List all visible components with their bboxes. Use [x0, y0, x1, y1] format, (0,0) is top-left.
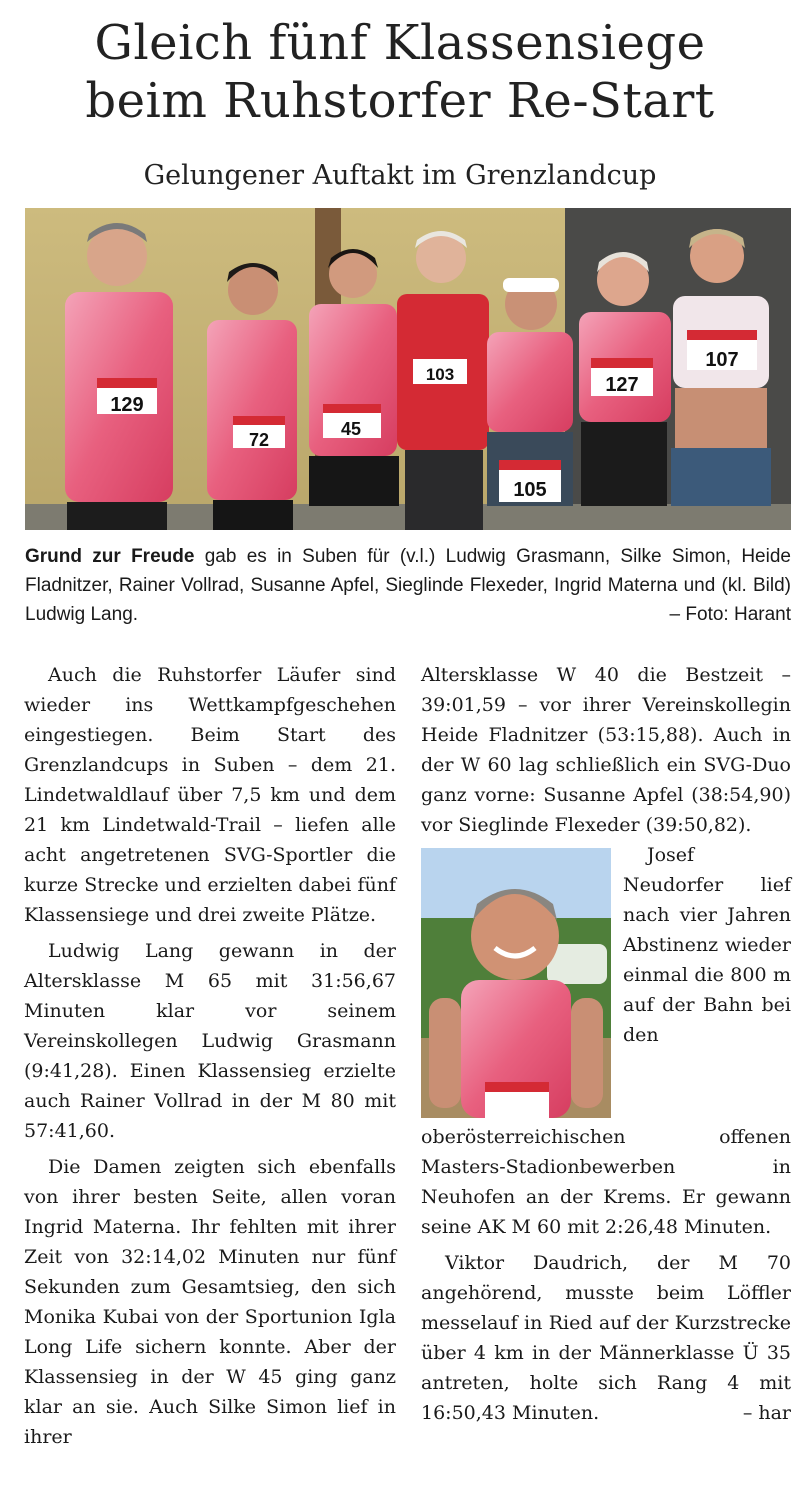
photo-caption — [25, 542, 791, 629]
headline-line-2: beim Ruhstorfer Re-Start — [85, 73, 715, 129]
group-photo — [25, 208, 791, 530]
photo-credit: – Foto: Harant — [669, 604, 791, 625]
caption-lead: Grund zur Freude — [25, 546, 195, 567]
article-paragraph: Altersklasse W 40 die Bestzeit – 39:01,59 – vor ihrer Vereinskollegin Heide Fladnitzer (53:15,88). Auch in der W 60 lag schließlich ein SVG-Duo ganz vorne: Susanne Apfel (38:54,90) vor Sieglinde Flexeder (39:50,82). — [421, 664, 791, 836]
article-paragraph-text: Viktor Daudrich, der M 70 angehörend, musste beim Löffler messelauf in Ried auf der Kurzstrecke über 4 km in der Männerklasse Ü 35 antreten, holte sich Rang 4 mit 16:50,43 Minuten. — [421, 1252, 791, 1424]
bib-number: 129 — [110, 394, 144, 416]
author-signature: – har — [742, 1402, 791, 1424]
bib-number: 105 — [513, 479, 547, 501]
article-paragraph: Auch die Ruhstorfer Läufer sind wieder ins Wettkampfgeschehen eingestiegen. Beim Start des Grenzlandcups in Suben – dem 21. Lindetwaldlauf über 7,5 km und dem 21 km Lindetwald-Trail – liefen alle acht angetretenen SVG-Sportler die kurze Strecke und erzielten dabei fünf Klassensiege und drei zweite Plätze. — [24, 664, 396, 926]
headline-line-1: Gleich fünf Klassensiege — [94, 15, 706, 71]
bib-number: 103 — [425, 365, 455, 384]
article-paragraph: Ludwig Lang gewann in der Altersklasse M 65 mit 31:56,67 Minuten klar vor seinem Vereinskollegen Ludwig Grasmann (9:41,28). Einen Klassensieg erzielte auch Rainer Vollrad in der M 80 mit 57:41,60. — [24, 940, 396, 1142]
article-paragraph — [421, 1248, 791, 1428]
bib-number: 107 — [705, 349, 739, 371]
article-paragraph: Josef Neudorfer lief nach vier Jahren Abstinenz wieder einmal die 800 m auf der Bahn bei den oberösterreichischen offenen Masters-Stadionbewerben in Neuhofen an der Krems. Er gewann seine AK M 60 mit 2:26,48 Minuten. — [421, 844, 791, 1238]
subheadline: Gelungener Auftakt im Grenzlandcup — [143, 160, 657, 191]
article-column-left — [24, 660, 396, 1452]
portrait-photo — [421, 848, 611, 1118]
article-paragraph: Die Damen zeigten sich ebenfalls von ihrer besten Seite, allen voran Ingrid Materna. Ihr fehlten mit ihrer Zeit von 32:14,02 Minuten nur fünf Sekunden zum Gesamtsieg, den sich Monika Kubai von der Sportunion Igla Long Life sichern konnte. Aber der Klassensieg in der W 45 ging ganz klar an sie. Auch Silke Simon lief in ihrer — [24, 1156, 396, 1448]
article-column-right — [421, 660, 791, 1428]
bib-number: 45 — [340, 419, 362, 439]
caption-text: gab es in Suben für (v.l.) Ludwig Grasmann, Silke Simon, Heide Fladnitzer, Rainer Vollrad, Susanne Apfel, Sieglinde Flexeder, Ingrid Materna und (kl. Bild) Ludwig Lang. — [25, 546, 791, 625]
bib-number: 72 — [248, 430, 270, 450]
headline — [0, 14, 800, 130]
bib-number: 127 — [605, 374, 639, 396]
